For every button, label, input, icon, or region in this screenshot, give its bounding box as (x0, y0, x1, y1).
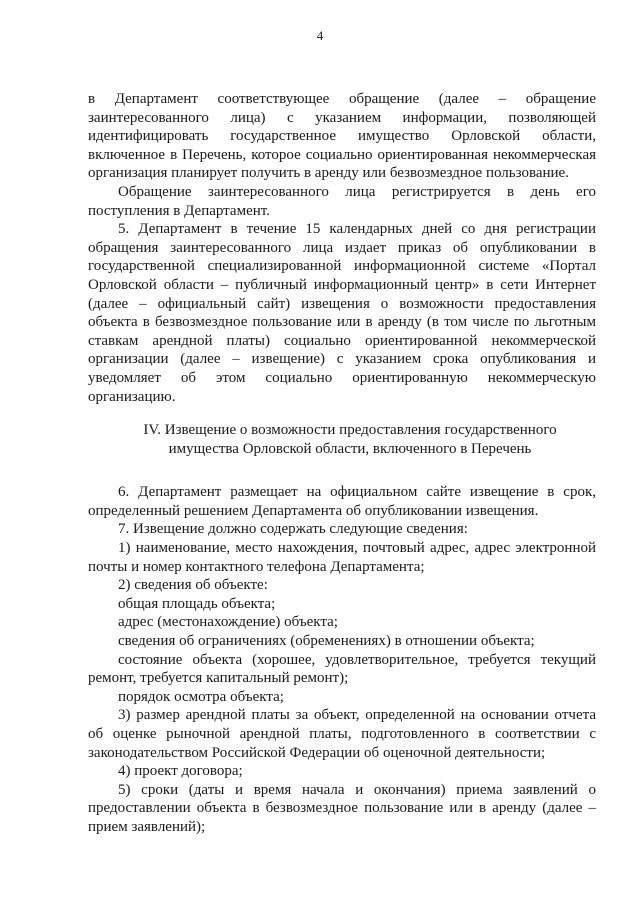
list-item: 2) сведения об объекте: (118, 577, 268, 594)
list-subitem: состояние объекта (хорошее, удовлетворительное, требуется текущий ремонт, требуется капитальный ремонт); (88, 651, 596, 687)
list-item: 5) сроки (даты и время начала и окончания) приема заявлений о предоставлении объекта в безвозмездное пользование или в аренду (далее – прием заявлений); (88, 781, 596, 835)
document-body (88, 90, 596, 837)
list-subitem: общая площадь объекта; (118, 595, 276, 612)
list-item: 4) проект договора; (118, 763, 243, 780)
list-subitem: сведения об ограничениях (обременениях) в отношении объекта; (118, 633, 535, 650)
paragraph-item-5: 5. Департамент в течение 15 календарных дней со дня регистрации обращения заинтересованного лица издает приказ об опубликовании в государственной специализированной информационной системе «Портал Орловской области – публичный информационный центр» в сети Интернет (далее – официальный сайт) извещения о возможности предоставления объекта в безвозмездное пользование или в аренду (в том числе по льготным ставкам арендной платы) социально ориентированной некоммерческой организации (далее – извещение) с указанием срока опубликования и уведомляет об этом социально ориентированную некоммерческую организацию. (88, 221, 596, 405)
list-subitem: адрес (местонахождение) объекта; (118, 614, 338, 631)
paragraph-item-6: 6. Департамент размещает на официальном сайте извещение в срок, определенный решением Департамента об опубликовании извещения. (88, 484, 596, 519)
page-number: 4 (316, 28, 324, 43)
section-heading: IV. Извещение о возможности предоставления государственного имущества Орловской области, включенного в Перечень (143, 422, 557, 457)
list-item: 1) наименование, место нахождения, почтовый адрес, адрес электронной почты и номер контактного телефона Департамента; (88, 540, 596, 575)
paragraph: Обращение заинтересованного лица регистрируется в день его поступления в Департамент. (88, 183, 596, 219)
list-subitem: порядок осмотра объекта; (118, 688, 284, 705)
list-item: 3) размер арендной платы за объект, определенной на основании отчета об оценке рыночной арендной платы, подготовленного в соответствии с законодательством Российской Федерации об оценочной деятельности; (88, 707, 596, 761)
paragraph-item-7: 7. Извещение должно содержать следующие сведения: (118, 521, 468, 538)
paragraph: в Департамент соответствующее обращение (далее – обращение заинтересованного лица) с указанием информации, позволяющей идентифицировать государственное имущество Орловской области, включенное в Перечень, которое социально ориентированная некоммерческая организация планирует получить в аренду или безвозмездное пользование. (88, 91, 596, 182)
